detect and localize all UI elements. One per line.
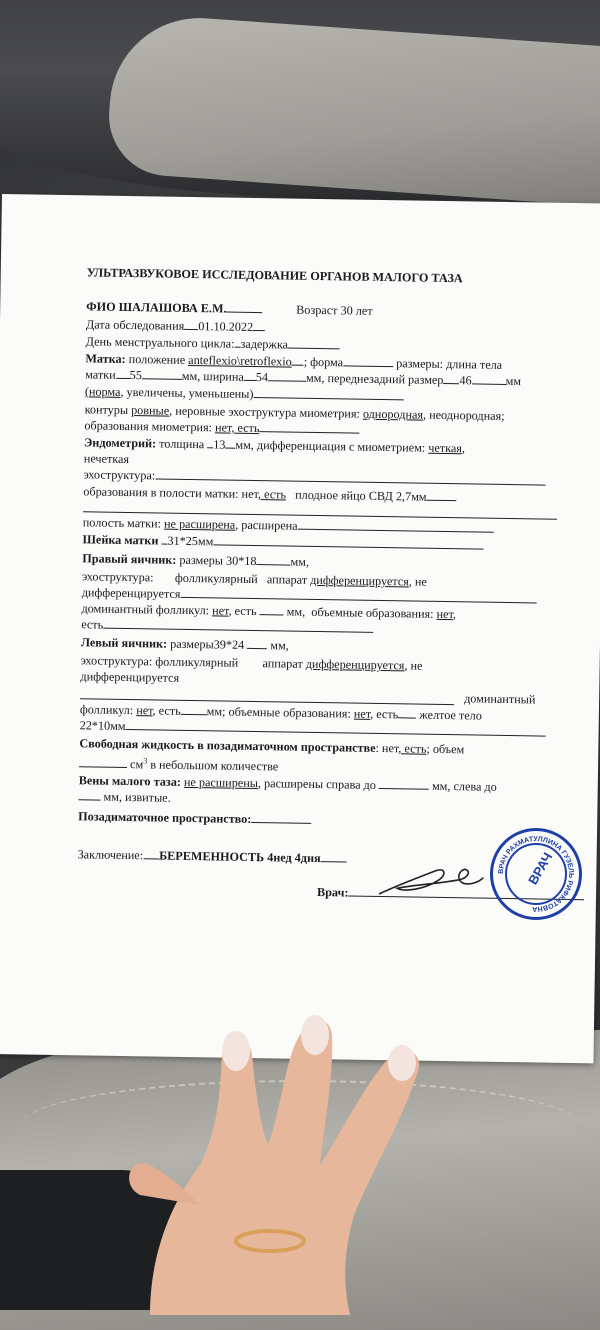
svg-text:ВРАЧ РАХМАТУЛЛИНА ГУЗЕЛЬ РИФКА: ВРАЧ РАХМАТУЛЛИНА ГУЗЕЛЬ РИФКАТОВНА (497, 835, 575, 913)
left-ovary-follicle: фолликул: нет, есть мм; объемные образования: нет, есть желтое тело (79, 702, 482, 723)
retrouterine-space: Позадиматочное пространство: (78, 809, 311, 827)
endometrium-echostructure: эхоструктура: (83, 467, 545, 488)
endometrium-line: Эндометрий: толщина 13 мм, дифференциация с миометрием: четкая, (83, 435, 466, 456)
left-ovary-notdiff: дифференцируется (80, 669, 180, 685)
conclusion: Заключение: БЕРЕМЕННОСТЬ 4нед 4дня (78, 847, 347, 865)
pelvic-veins-2: мм, извитые. (78, 789, 170, 804)
hand (110, 1015, 440, 1315)
doctor-label: Врач: (317, 885, 585, 903)
left-ovary-line: Левый яичник: размеры39*24 мм, (80, 635, 289, 653)
fingernail-2 (301, 1015, 329, 1055)
right-ovary-notdiff: дифференцируется (82, 585, 537, 606)
patient-age: Возраст 30 лет (296, 302, 373, 318)
fingernail-3 (388, 1045, 416, 1081)
free-fluid: Свободная жидкость в позадиматочном пространстве: нет, есть; объем (79, 736, 465, 757)
ultrasound-report-sheet (0, 194, 600, 1063)
exam-date: Дата обследования 01.10.2022 (86, 317, 265, 334)
contours-line: контуры ровные, неровные эхоструктура миометрия: однородная, неоднородная; (84, 402, 505, 423)
free-fluid-volume: $см^3$ в небольшом количестве (79, 753, 278, 773)
pelvic-veins: Вены малого таза: не расширены, расширены справа до мм, слева до (78, 773, 497, 794)
patient-name: ФИО ШАЛАШОВА Е.М. (86, 299, 263, 316)
left-ovary-echo: эхоструктура: фолликулярный аппарат дифференцируется, не (80, 653, 423, 673)
cavity-state: полость матки: не расширена, расширена (83, 515, 494, 535)
myometrium-formations: образования миометрия: нет, есть (84, 418, 359, 436)
doctor-signature (375, 856, 486, 904)
fingernail-1 (222, 1031, 250, 1071)
right-ovary-echo: эхоструктура: фолликулярный аппарат дифференцируется, не (81, 569, 427, 589)
cervix-line: Шейка матки 31*25мм (82, 532, 483, 552)
corpus-luteum-size: 22*10мм (80, 718, 546, 739)
left-ovary-dominant: доминантный (464, 691, 536, 707)
uterus-line-1: Матка: положение anteflexio\retroflexio ; форма размеры: длина тела (85, 351, 503, 372)
endometrium-unclear: нечеткая (83, 451, 130, 467)
cycle-day: День менструального цикла: задержка (86, 334, 341, 352)
stamp-center-text: ВРАЧ (525, 849, 556, 888)
report-title: УЛЬТРАЗВУКОВОЕ ИССЛЕДОВАНИЕ ОРГАНОВ МАЛОГО ТАЗА (86, 265, 463, 286)
cavity-formations: образования в полости матки: нет, есть плодное яйцо СВД 2,7мм (83, 484, 456, 504)
uterus-line-2: матки 55 мм, ширина 54 мм, переднезадний размер 46 мм (85, 367, 522, 389)
uterus-line-3: (норма, увеличены, уменьшены) (85, 384, 404, 403)
doctor-stamp (490, 828, 582, 920)
right-ovary-line: Правый яичник: размеры 30*18 мм, (82, 551, 310, 569)
right-ovary-dominant: доминантный фолликул: нет, есть мм, объемные образования: нет, (81, 601, 457, 622)
right-ovary-yes: есть (81, 617, 373, 636)
